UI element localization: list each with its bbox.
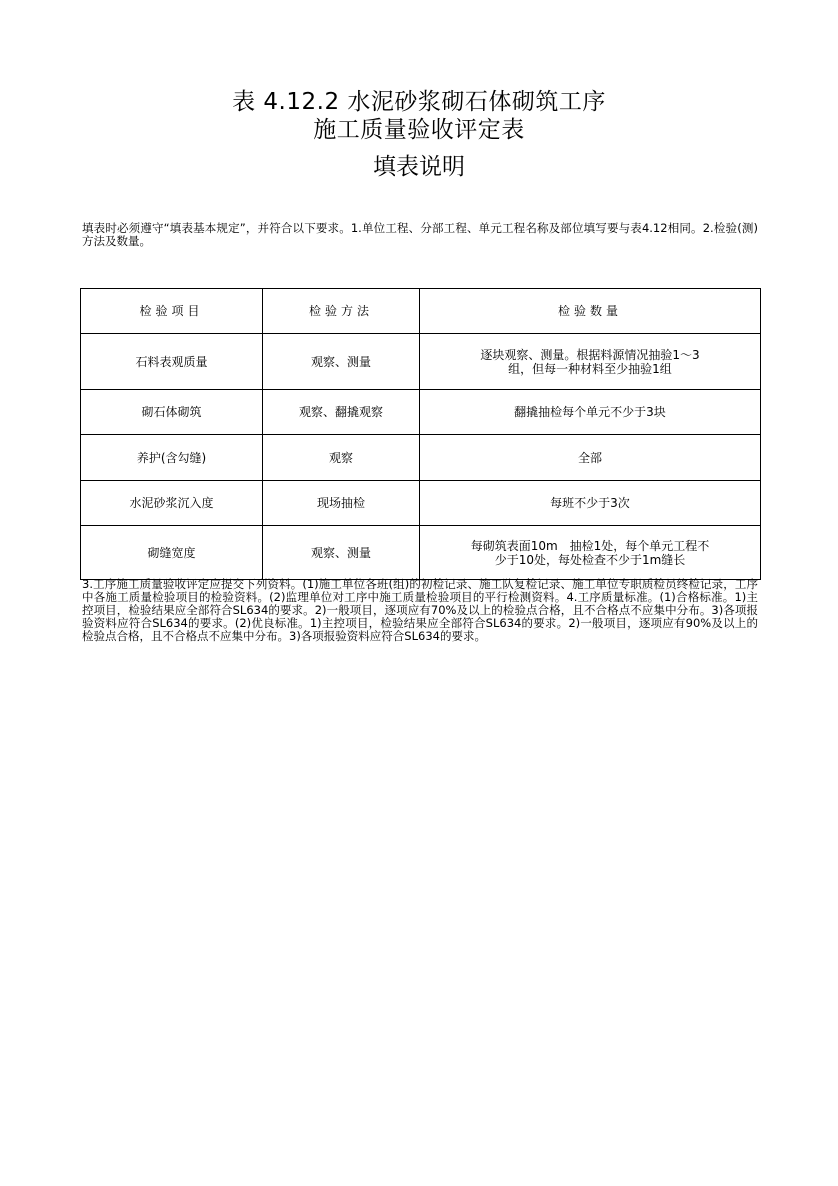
header-item: 检验项目 [81,289,263,334]
page-subtitle: 施工质量验收评定表 [313,117,525,143]
table-row [81,390,761,435]
header-method: 检验方法 [263,289,420,334]
cell-method: 观察、测量 [263,526,420,580]
title-block [0,88,838,182]
cell-method: 观察、翻撬观察 [263,390,420,435]
cell-quantity: 逐块观察、测量。根据料源情况抽验1～3组，但每一种材料至少抽验1组 [420,334,761,390]
notes-paragraph: 3.工序施工质量验收评定应提交下列资料。(1)施工单位各班(组)的初检记录、施工队复检记录、施工单位专职质检员终检记录，工序中各施工质量检验项目的检验资料。(2)监理单位对工序中施工质量检验项目的平行检测资料。4.工序质量标准。(1)合格标准。1)主控项目，检验结果应全部符合SL634的要求。2)一般项目，逐项应有70%及以上的检验点合格，且不合格点不应集中分布。3)各项报验资料应符合SL634的要求。(2)优良标准。1)主控项目，检验结果应全部符合SL634的要求。2)一般项目，逐项应有90%及以上的检验点合格，且不合格点不应集中分布。3)各项报验资料应符合SL634的要求。 [82,577,758,643]
intro-paragraph: 填表时必须遵守“填表基本规定”，并符合以下要求。1.单位工程、分部工程、单元工程名称及部位填写要与表4.12相同。2.检验(测)方法及数量。 [82,221,758,248]
cell-item: 砌石体砌筑 [81,390,263,435]
cell-quantity: 翻撬抽检每个单元不少于3块 [420,390,761,435]
cell-method: 观察、测量 [263,334,420,390]
page-title: 表 4.12.2 水泥砂浆砌石体砌筑工序 [232,89,606,115]
cell-quantity: 每班不少于3次 [420,481,761,526]
cell-item: 石料表观质量 [81,334,263,390]
table-header-row [81,289,761,334]
cell-quantity: 全部 [420,435,761,481]
cell-quantity: 每砌筑表面10m 抽检1处，每个单元工程不少于10处，每处检查不少于1m缝长 [420,526,761,580]
table-row [81,435,761,481]
cell-item: 养护(含勾缝) [81,435,263,481]
cell-item: 砌缝宽度 [81,526,263,580]
cell-item: 水泥砂浆沉入度 [81,481,263,526]
cell-method: 现场抽检 [263,481,420,526]
table-row [81,526,761,580]
cell-method: 观察 [263,435,420,481]
inspection-table [80,288,761,580]
section-heading: 填表说明 [373,154,465,180]
table-row [81,334,761,390]
table-row [81,481,761,526]
header-quantity: 检验数量 [420,289,761,334]
